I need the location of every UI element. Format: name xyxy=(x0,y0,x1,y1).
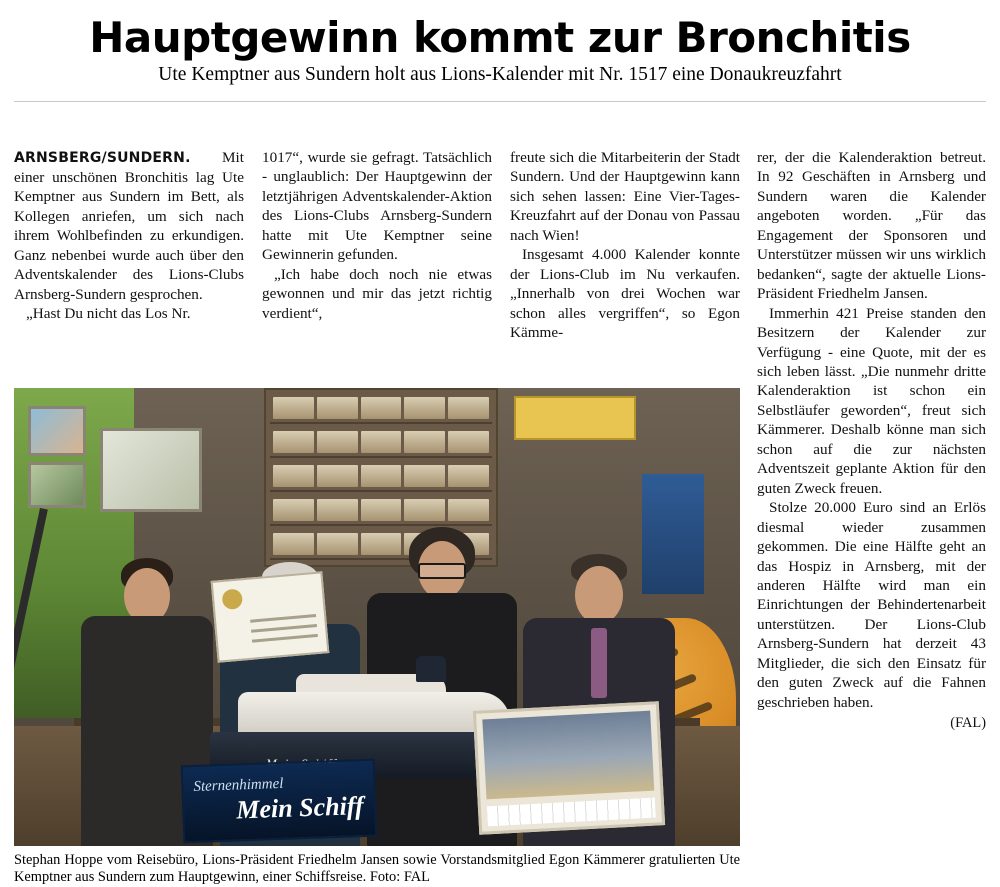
certificate xyxy=(211,571,330,662)
calendar-grid xyxy=(487,798,656,827)
body-columns-left xyxy=(14,148,740,343)
paragraph: Insgesamt 4.000 Kalender konnte der Lions-Club im Nu verkaufen. „Innerhalb von drei Wochen war schon alles vergriffen“, so Egon Kämme- xyxy=(510,246,740,342)
paragraph-text: Mit einer unschönen Bronchitis lag Ute Kemptner aus Sundern im Bett, als Kollegen anriefen, um sich nach ihrem Wohlbefinden zu erkundigen. Ganz nebenbei wurde auch über den Adventskalender des Lions-Clubs Arnsberg-Sundern gesprochen. xyxy=(14,149,244,303)
wall-poster xyxy=(28,406,86,456)
photo-block xyxy=(14,388,740,887)
advent-calendar xyxy=(473,701,665,835)
photo-credit: Foto: FAL xyxy=(369,869,430,886)
lions-seal-icon xyxy=(221,588,243,610)
subheadline: Ute Kemptner aus Sundern holt aus Lions-Kalender mit Nr. 1517 eine Donaukreuzfahrt xyxy=(158,64,842,86)
head xyxy=(575,566,623,624)
calendar-image xyxy=(482,711,654,800)
article-column-2 xyxy=(262,148,492,343)
promo-banner xyxy=(181,759,378,844)
article-photo xyxy=(14,388,740,846)
wall-poster xyxy=(100,428,202,512)
dateline: ARNSBERG/SUNDERN. xyxy=(14,150,191,166)
caption-text: Stephan Hoppe vom Reisebüro, Lions-Präsident Friedhelm Jansen sowie Vorstandsmitglied Egon Kämmerer gratulierten Ute Kemptner aus Sundern zum Hauptgewinn, einer Schiffsreise. xyxy=(14,852,740,886)
article-column-3 xyxy=(510,148,740,343)
article-byline: (FAL) xyxy=(950,715,986,732)
glasses-icon xyxy=(418,563,466,579)
ship-funnel xyxy=(416,656,446,682)
yellow-sign xyxy=(514,396,636,440)
banner-line-2: Mein Schiff xyxy=(235,791,365,825)
paragraph: freute sich die Mitarbeiterin der Stadt Sundern. Und der Hauptgewinn kann sich sehen lassen: Eine Vier-Tages-Kreuzfahrt auf der Donau von Passau nach Wien! xyxy=(510,149,740,244)
paragraph: „Hast Du nicht das Los Nr. xyxy=(26,305,191,323)
wall-poster xyxy=(28,462,86,508)
paragraph: „Ich habe doch noch nie etwas gewonnen und mir das jetzt richtig verdient“, xyxy=(262,265,492,322)
page-title: Hauptgewinn kommt zur Bronchitis xyxy=(89,13,911,62)
paragraph xyxy=(14,148,244,304)
paragraph: Stolze 20.000 Euro sind an Erlös diesmal wieder zusammen gekommen. Die eine Hälfte geht an das Hospiz in Arnsberg, mit der anderen Hälfte wird man ein Einrichtungen der Behindertenarbeit unterstützen. Der Lions-Club Arnsberg-Sundern hat derzeit 43 Mitglieder, die sich den Einsatz für den guten Zweck auf die Fahnen geschrieben haben. xyxy=(757,499,986,711)
article-column-1 xyxy=(14,148,244,343)
photo-caption xyxy=(14,852,740,887)
paragraph: rer, der die Kalenderaktion betreut. In 92 Geschäften in Arnsberg und Sundern waren die Kalender angeboten worden. „Für das Engagement der Sponsoren und Unterstützer müssen wir uns wirklich bedanken“, sagte der aktuelle Lions-Präsident Friedhelm Jansen. xyxy=(757,149,986,303)
necktie xyxy=(591,628,607,698)
paragraph: Immerhin 421 Preise standen den Besitzern der Kalender zur Verfügung - eine Quote, mit der es sich leben lässt. „Die nunmehr dritte Kalenderaktion ist schon ein Selbstläufer geworden“, freut sich Kämmerer. Deshalb könne man sich schon auf die zur nächsten Adventszeit geplante Aktion für den guten Zweck freuen. xyxy=(757,304,986,497)
header-divider xyxy=(14,101,986,102)
article-column-4 xyxy=(757,148,986,733)
banner-line-1: Sternenhimmel xyxy=(193,775,284,795)
head xyxy=(418,541,466,599)
paragraph: 1017“, wurde sie gefragt. Tatsächlich - unglaublich: Der Hauptgewinn der letztjährigen Adventskalender-Aktion des Lions-Clubs Arnsberg-Sundern hatte mit Ute Kemptner seine Gewinnerin gefunden. xyxy=(262,149,492,264)
